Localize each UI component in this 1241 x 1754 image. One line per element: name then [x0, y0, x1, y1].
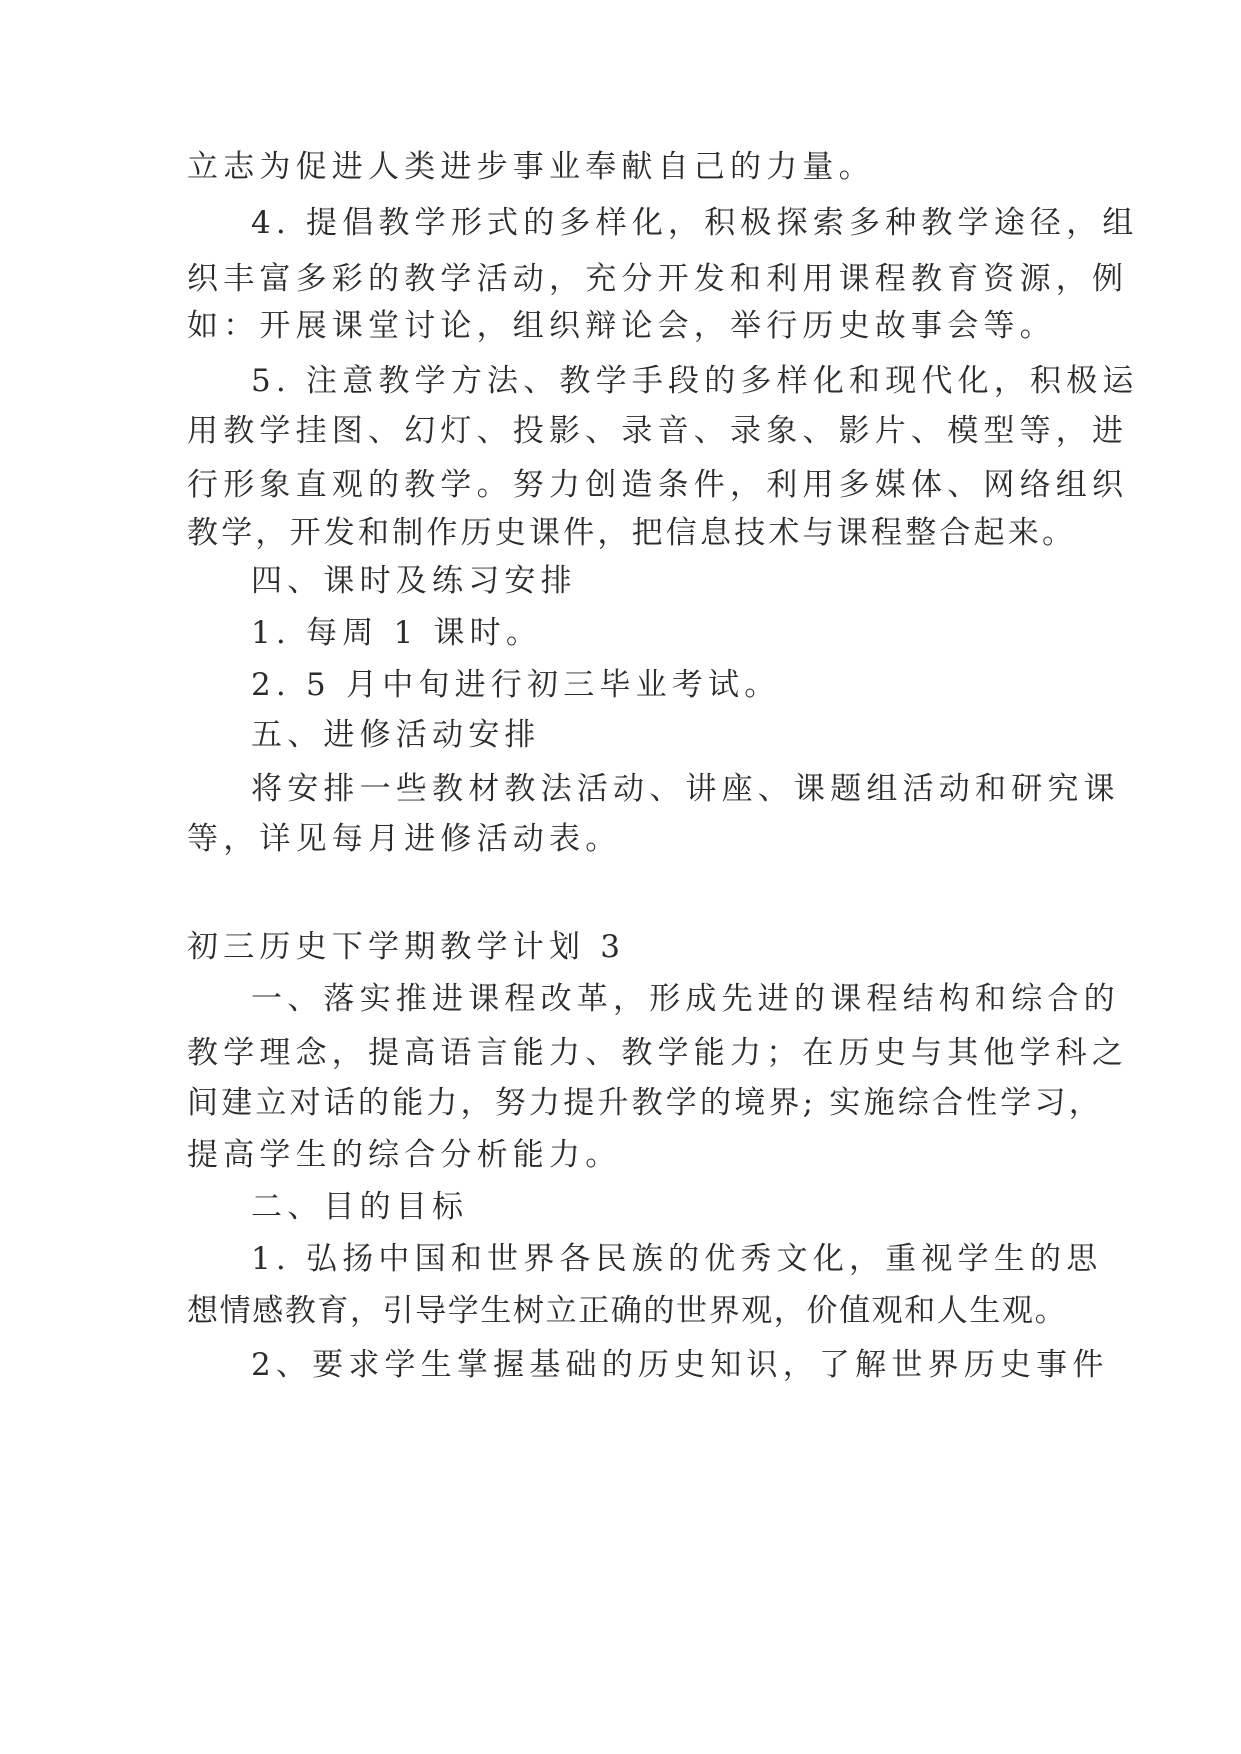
section-heading: 二、目的目标 — [251, 1189, 469, 1225]
paragraph-line: 用教学挂图、幻灯、投影、录音、录象、影片、模型等，进 — [187, 413, 1129, 449]
document-title: 初三历史下学期教学计划 3 — [187, 929, 626, 965]
paragraph-line: 提高学生的综合分析能力。 — [187, 1137, 622, 1173]
section-heading: 五、进修活动安排 — [251, 717, 541, 753]
paragraph-line: 教学，开发和制作历史课件，把信息技术与课程整合起来。 — [187, 515, 1077, 551]
paragraph-line: 2、要求学生掌握基础的历史知识，了解世界历史事件 — [251, 1347, 1109, 1383]
paragraph-line: 织丰富多彩的教学活动，充分开发和利用课程教育资源，例 — [187, 261, 1129, 297]
paragraph-line: 1. 弘扬中国和世界各民族的优秀文化，重视学生的思 — [251, 1241, 1103, 1277]
paragraph-line: 想情感教育，引导学生树立正确的世界观，价值观和人生观。 — [187, 1293, 1068, 1329]
paragraph-line: 如：开展课堂讨论，组织辩论会，举行历史故事会等。 — [187, 308, 1056, 344]
paragraph-line: 一、落实推进课程改革，形成先进的课程结构和综合的 — [251, 981, 1120, 1017]
section-heading: 四、课时及练习安排 — [251, 563, 577, 599]
paragraph-line: 1. 每周 1 课时。 — [251, 615, 543, 651]
paragraph-line: 等，详见每月进修活动表。 — [187, 821, 622, 857]
paragraph-line: 间建立对话的能力，努力提升教学的境界; 实施综合性学习， — [187, 1085, 1103, 1121]
paragraph-line: 立志为促进人类进步事业奉献自己的力量。 — [187, 149, 875, 185]
paragraph-line: 4. 提倡教学形式的多样化，积极探索多种教学途径，组 — [251, 205, 1139, 241]
paragraph-line: 教学理念，提高语言能力、教学能力；在历史与其他学科之 — [187, 1035, 1129, 1071]
paragraph-line: 5. 注意教学方法、教学手段的多样化和现代化，积极运 — [251, 363, 1139, 399]
paragraph-line: 2. 5 月中旬进行初三毕业考试。 — [251, 667, 781, 703]
paragraph-line: 将安排一些教材教法活动、讲座、课题组活动和研究课 — [251, 771, 1120, 807]
paragraph-line: 行形象直观的教学。努力创造条件，利用多媒体、网络组织 — [187, 467, 1129, 503]
